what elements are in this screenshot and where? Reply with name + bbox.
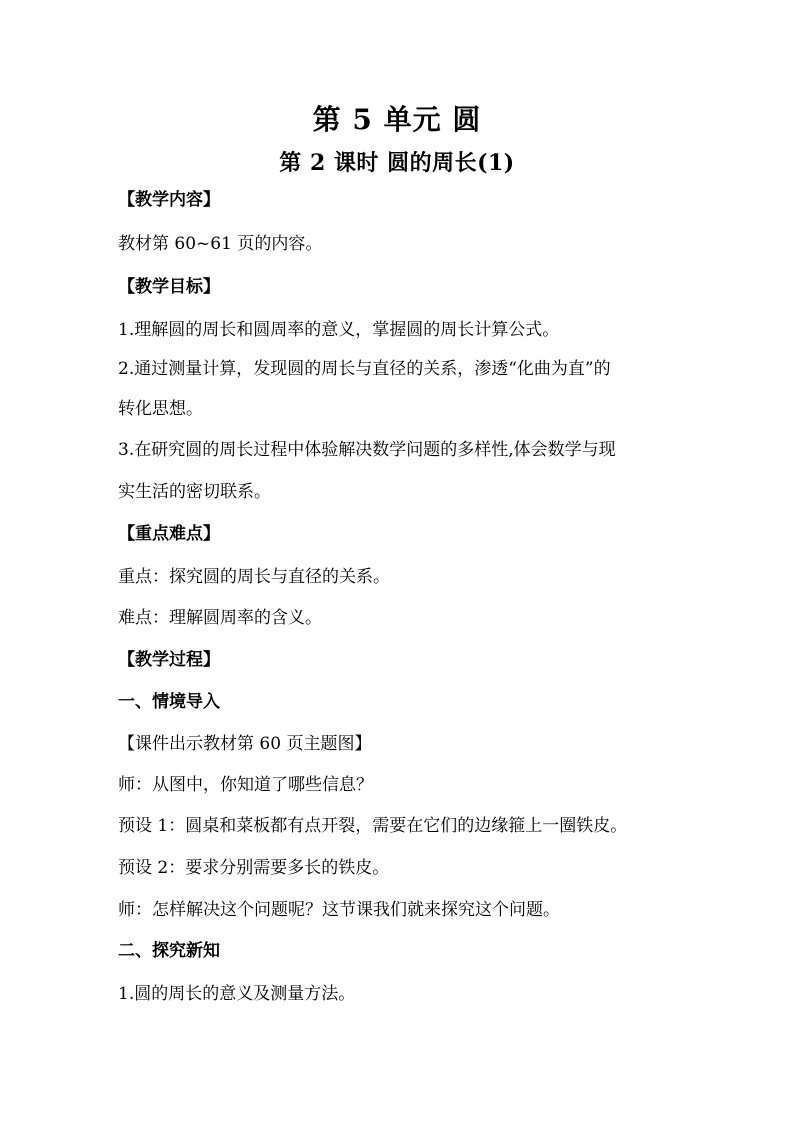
text-line: 师：从图中，你知道了哪些信息？ (118, 775, 373, 795)
text-line: 预设 1：圆桌和菜板都有点开裂，需要在它们的边缘箍上一圈铁皮。 (118, 816, 628, 836)
text-line: 重点：探究圆的周长与直径的关系。 (118, 567, 390, 587)
text-line: 1.理解圆的周长和圆周率的意义，掌握圆的周长计算公式。 (118, 320, 560, 340)
text-line: 【课件出示教材第 60 页主题图】 (118, 734, 372, 754)
text-line: 3.在研究圆的周长过程中体验解决数学问题的多样性,体会数学与现 (118, 440, 616, 460)
text-line: 转化思想。 (118, 399, 203, 419)
text-line: 实生活的密切联系。 (118, 482, 271, 502)
text-line: 难点：理解圆周率的含义。 (118, 608, 322, 628)
text-line: 预设 2：要求分别需要多长的铁皮。 (118, 858, 390, 878)
text-line: 师：怎样解决这个问题呢？这节课我们就来探究这个问题。 (118, 900, 560, 920)
text-line: 教材第 60~61 页的内容。 (118, 234, 323, 254)
section-heading-key-points: 【重点难点】 (118, 524, 220, 544)
section-heading-content: 【教学内容】 (118, 190, 220, 210)
unit-title: 第 5 单元 圆 (312, 103, 482, 136)
text-line: 2.通过测量计算，发现圆的周长与直径的关系，渗透“化曲为直”的 (118, 359, 611, 379)
section-heading-objectives: 【教学目标】 (118, 277, 220, 297)
subsection-heading-explore: 二、探究新知 (118, 941, 220, 961)
text-line: 1.圆的周长的意义及测量方法。 (118, 984, 356, 1004)
subsection-heading-intro: 一、情境导入 (118, 692, 220, 712)
lesson-title: 第 2 课时 圆的周长(1) (279, 150, 515, 176)
section-heading-process: 【教学过程】 (118, 650, 220, 670)
